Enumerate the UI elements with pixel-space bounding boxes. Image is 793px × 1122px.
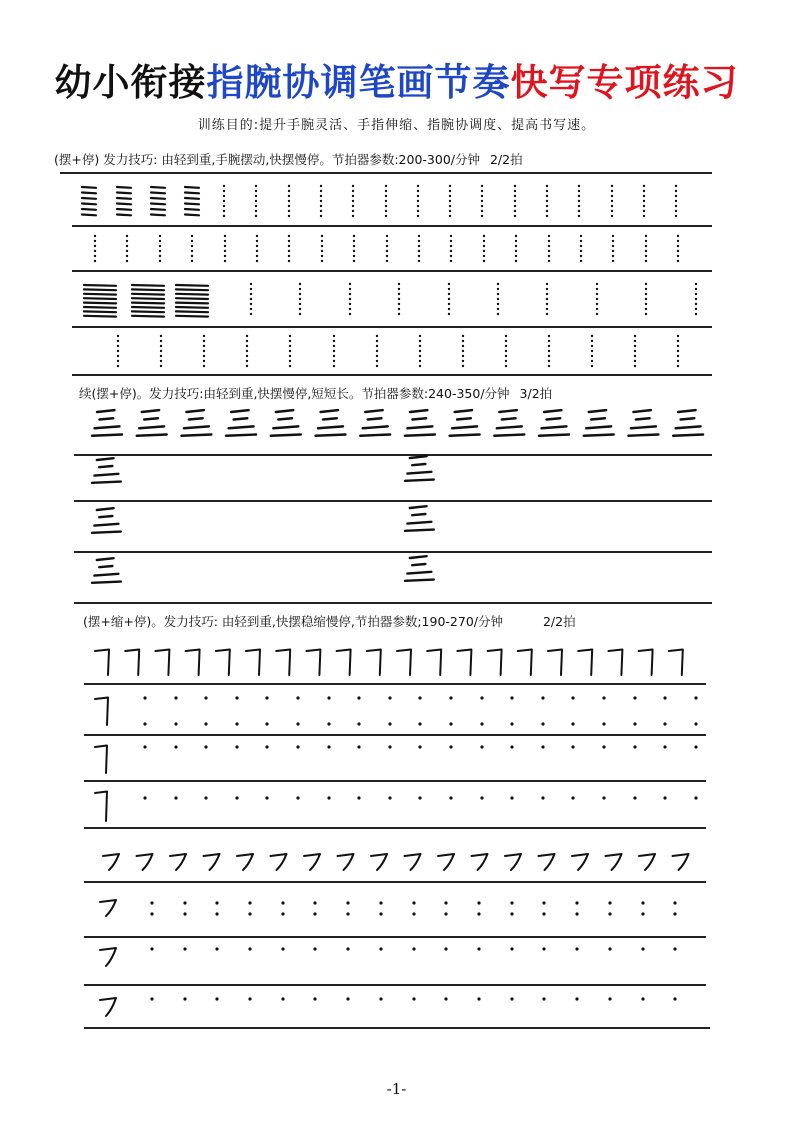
hook2-model-char [572, 854, 588, 870]
san-model-char [405, 410, 435, 436]
dot-row-b [480, 745, 483, 748]
dot-pair-row-d [313, 901, 316, 915]
dot-row-e [477, 947, 480, 950]
hook2-model-char [505, 854, 521, 870]
section-3-rule-3 [84, 780, 706, 782]
dot-row-e [510, 947, 513, 950]
page-number: -1- [386, 1080, 407, 1098]
stroke-stack-row3-2 [132, 285, 164, 317]
section-2-rule-4 [74, 602, 712, 604]
dot-row-b [388, 745, 391, 748]
dot-row-b [357, 745, 360, 748]
dotted-guide-row3 [645, 283, 647, 315]
hook-model-char [186, 650, 200, 676]
dotted-guide-row4 [246, 335, 248, 367]
hook-model-char [548, 650, 562, 676]
dotted-guide-row1 [255, 185, 257, 217]
stroke-stack-row3-3 [176, 285, 208, 317]
dotted-guide-row2 [450, 235, 452, 262]
dot-row-b [449, 745, 452, 748]
dot-pair-row-d [183, 901, 186, 915]
san-practice-char [92, 508, 121, 533]
dot-row-f [346, 997, 349, 1000]
dot-row-b [510, 745, 513, 748]
hook2-practice-char [100, 900, 116, 916]
dot-row-f [608, 997, 611, 1000]
dot-row-b [327, 745, 330, 748]
dot-row-c [357, 796, 360, 799]
dotted-guide-row3 [349, 283, 351, 315]
dotted-guide-row4 [333, 335, 335, 367]
dot-pair-row-a [541, 696, 544, 725]
dot-row-b [541, 745, 544, 748]
hook-model-char [639, 650, 653, 676]
dot-row-b [633, 745, 636, 748]
dotted-guide-row2 [580, 235, 582, 262]
dotted-guide-row2 [645, 235, 647, 262]
san-practice-char [405, 456, 434, 481]
dotted-guide-row4 [117, 335, 119, 367]
san-model-char [271, 410, 301, 436]
dotted-guide-row1 [223, 185, 225, 217]
section-2-label [79, 385, 552, 403]
dotted-guide-row1 [417, 185, 419, 217]
hook2-model-char [539, 854, 555, 870]
dot-row-c [143, 796, 146, 799]
hook2-model-char [204, 854, 220, 870]
section-3-rule-4 [84, 827, 706, 829]
training-goal: 训练目的:提升手腕灵活、手指伸缩、指腕协调度、提高书写速。 [197, 118, 596, 133]
dotted-guide-row1 [675, 185, 677, 217]
hook-model-char [669, 650, 683, 676]
dot-row-f [248, 997, 251, 1000]
dot-row-f [510, 997, 513, 1000]
dot-row-f [575, 997, 578, 1000]
dotted-guide-row3 [398, 283, 400, 315]
section-2-rule-1 [74, 454, 712, 456]
dot-pair-row-a [327, 696, 330, 725]
san-model-char [628, 410, 658, 436]
dot-pair-row-a [357, 696, 360, 725]
dot-pair-row-a [265, 696, 268, 725]
title-part-2: 指腕协调笔画节奏 [206, 60, 511, 104]
san-model-char [316, 410, 346, 436]
dot-row-f [379, 997, 382, 1000]
hook2-practice-char [100, 948, 116, 966]
dot-row-b [235, 745, 238, 748]
hook-model-char [427, 650, 441, 676]
dotted-guide-row1 [320, 185, 322, 217]
dot-pair-row-a [388, 696, 391, 725]
stroke-stack-row1-3 [151, 187, 165, 215]
hook2-model-char [639, 854, 655, 870]
dotted-guide-row2 [126, 235, 128, 262]
dotted-guide-row2 [256, 235, 258, 262]
dot-row-e [215, 947, 218, 950]
section-2-rule-3 [74, 551, 712, 553]
hook-model-char [488, 650, 502, 676]
dot-row-e [183, 947, 186, 950]
hook-practice-char [95, 746, 107, 774]
dot-pair-row-d [641, 901, 644, 915]
dot-pair-row-a [602, 696, 605, 725]
title-part-1: 幼小衔接 [54, 60, 207, 104]
dotted-guide-row2 [612, 235, 614, 262]
section-1-rule-3 [72, 326, 712, 328]
dot-pair-row-a [633, 696, 636, 725]
dot-row-f [477, 997, 480, 1000]
dot-row-b [571, 745, 574, 748]
dot-pair-row-d [150, 901, 153, 915]
dot-row-b [418, 745, 421, 748]
dot-row-c [327, 796, 330, 799]
hook-practice-char [95, 792, 107, 822]
hook2-model-char [606, 854, 622, 870]
section-2-rule-2 [74, 500, 712, 502]
dot-pair-row-d [248, 901, 251, 915]
dot-pair-row-d [542, 901, 545, 915]
dot-row-e [542, 947, 545, 950]
dotted-guide-row1 [288, 185, 290, 217]
dotted-guide-row3 [497, 283, 499, 315]
dot-row-b [602, 745, 605, 748]
dotted-guide-row2 [386, 235, 388, 262]
dot-row-c [633, 796, 636, 799]
hook-model-char [457, 650, 471, 676]
san-model-char [360, 410, 390, 436]
hook-model-char [337, 650, 351, 676]
hook-model-char [155, 650, 169, 676]
hook-model-char [306, 650, 320, 676]
hook2-model-char [472, 854, 488, 870]
dot-pair-row-a [663, 696, 666, 725]
hook-model-char [518, 650, 532, 676]
san-model-char [673, 410, 703, 436]
dotted-guide-row4 [376, 335, 378, 367]
dot-row-f [183, 997, 186, 1000]
hook2-practice-char [100, 998, 116, 1016]
dot-row-f [215, 997, 218, 1000]
dot-pair-row-a [418, 696, 421, 725]
dotted-guide-row2 [191, 235, 193, 262]
hook-model-char [95, 650, 109, 676]
dotted-guide-row3 [695, 283, 697, 315]
dot-row-c [204, 796, 207, 799]
title-part-3: 快写专项练习 [510, 60, 739, 104]
dotted-guide-row4 [419, 335, 421, 367]
stroke-stack-row1-1 [82, 187, 96, 215]
san-model-char [181, 410, 211, 436]
dot-pair-row-d [281, 901, 284, 915]
section-3-rule-8 [84, 1027, 710, 1029]
section-1-label [54, 151, 523, 169]
hook-model-char [246, 650, 260, 676]
page-title [0, 58, 793, 106]
dotted-guide-row2 [321, 235, 323, 262]
dotted-guide-row4 [160, 335, 162, 367]
stroke-stack-row3-1 [84, 285, 116, 317]
dotted-guide-row2 [94, 235, 96, 262]
dot-pair-row-d [510, 901, 513, 915]
section-1-rule-1 [72, 225, 712, 227]
section-3-beat: 2/2拍 [542, 614, 576, 629]
hook-model-char [125, 650, 139, 676]
section-3-rule-7 [84, 984, 706, 986]
stroke-stack-row1-4 [185, 187, 199, 215]
dot-pair-row-d [412, 901, 415, 915]
dot-pair-row-d [575, 901, 578, 915]
dot-row-f [412, 997, 415, 1000]
hook2-model-char [405, 854, 421, 870]
dot-row-e [444, 947, 447, 950]
dotted-guide-row2 [288, 235, 290, 262]
hook2-model-char [103, 854, 119, 870]
dotted-guide-row3 [448, 283, 450, 315]
dot-row-f [444, 997, 447, 1000]
section-2-technique: 续(摆+停)。发力技巧:由轻到重,快摆慢停,短短长。节拍器参数:240-350/分钟 [79, 386, 510, 401]
dot-row-c [418, 796, 421, 799]
hook2-model-char [304, 854, 320, 870]
hook-model-char [608, 650, 622, 676]
dot-row-e [150, 947, 153, 950]
dotted-guide-row3 [596, 283, 598, 315]
dotted-guide-row2 [353, 235, 355, 262]
dot-row-c [663, 796, 666, 799]
hook-model-char [397, 650, 411, 676]
dot-row-c [480, 796, 483, 799]
section-3-rule-2 [84, 734, 706, 736]
dotted-guide-row2 [418, 235, 420, 262]
san-practice-char [92, 558, 121, 583]
dotted-guide-row2 [515, 235, 517, 262]
dotted-guide-row2 [224, 235, 226, 262]
section-1-technique: (摆+停) 发力技巧: 由轻到重,手腕摆动,快摆慢停。节拍器参数:200-300/分钟 [54, 152, 480, 167]
dot-row-c [449, 796, 452, 799]
dot-pair-row-d [346, 901, 349, 915]
hook2-model-char [137, 854, 153, 870]
san-practice-char [405, 506, 434, 531]
dot-pair-row-a [449, 696, 452, 725]
dot-row-c [174, 796, 177, 799]
section-1-beat: 2/2拍 [489, 152, 523, 167]
section-1-rule-4 [72, 374, 712, 376]
san-model-char [584, 410, 614, 436]
dot-row-b [663, 745, 666, 748]
dot-row-b [265, 745, 268, 748]
dot-row-f [641, 997, 644, 1000]
dotted-guide-row1 [611, 185, 613, 217]
san-model-char [137, 410, 167, 436]
dot-pair-row-a [510, 696, 513, 725]
dot-row-e [379, 947, 382, 950]
dotted-guide-row2 [159, 235, 161, 262]
section-3-technique: (摆+缩+停)。发力技巧: 由轻到重,快摆稳缩慢停,节拍器参数;190-270/分钟 [83, 614, 503, 629]
dot-row-e [248, 947, 251, 950]
hook2-model-char [271, 854, 287, 870]
dot-row-c [235, 796, 238, 799]
hook2-model-char [673, 854, 689, 870]
dot-row-f [150, 997, 153, 1000]
dotted-guide-row1 [643, 185, 645, 217]
dot-row-f [673, 997, 676, 1000]
hook2-model-char [237, 854, 253, 870]
dotted-guide-row4 [677, 335, 679, 367]
dot-row-c [510, 796, 513, 799]
dotted-guide-row4 [462, 335, 464, 367]
dot-row-b [296, 745, 299, 748]
dot-row-e [346, 947, 349, 950]
dot-row-e [313, 947, 316, 950]
dotted-guide-row4 [505, 335, 507, 367]
san-model-char [494, 410, 524, 436]
dot-row-c [541, 796, 544, 799]
dot-row-f [313, 997, 316, 1000]
dot-row-f [542, 997, 545, 1000]
dot-row-e [575, 947, 578, 950]
dotted-guide-row1 [578, 185, 580, 217]
section-3-label [83, 613, 576, 631]
dotted-guide-row1 [449, 185, 451, 217]
section-2-beat: 3/2拍 [519, 386, 553, 401]
dotted-guide-row1 [514, 185, 516, 217]
dot-pair-row-a [174, 696, 177, 725]
stroke-stack-row1-2 [117, 187, 131, 215]
dotted-guide-row2 [483, 235, 485, 262]
dotted-guide-row3 [546, 283, 548, 315]
san-model-char [450, 410, 480, 436]
hook2-model-char [338, 854, 354, 870]
dot-row-c [265, 796, 268, 799]
dot-row-f [281, 997, 284, 1000]
section-3-rule-5 [84, 881, 706, 883]
dot-row-b [143, 745, 146, 748]
dotted-guide-row4 [634, 335, 636, 367]
dot-row-e [281, 947, 284, 950]
dotted-guide-row4 [548, 335, 550, 367]
dot-row-e [412, 947, 415, 950]
dot-row-c [296, 796, 299, 799]
dot-pair-row-d [608, 901, 611, 915]
dot-row-b [174, 745, 177, 748]
section-3-rule-1 [84, 683, 706, 685]
dotted-guide-row1 [352, 185, 354, 217]
dot-row-b [204, 745, 207, 748]
dot-pair-row-d [444, 901, 447, 915]
dot-pair-row-a [204, 696, 207, 725]
dotted-guide-row4 [591, 335, 593, 367]
dotted-guide-row1 [481, 185, 483, 217]
dotted-guide-row4 [289, 335, 291, 367]
dot-row-e [641, 947, 644, 950]
dot-pair-row-d [477, 901, 480, 915]
dot-row-c [388, 796, 391, 799]
san-model-char [539, 410, 569, 436]
dot-pair-row-d [215, 901, 218, 915]
hook-model-char [367, 650, 381, 676]
dot-pair-row-d [379, 901, 382, 915]
dot-row-e [673, 947, 676, 950]
dot-row-c [571, 796, 574, 799]
dot-pair-row-d [673, 901, 676, 915]
section-3-rule-6 [84, 936, 706, 938]
dotted-guide-row3 [250, 283, 252, 315]
dot-pair-row-a [480, 696, 483, 725]
hook-practice-char [95, 698, 108, 726]
hook-model-char [276, 650, 290, 676]
dot-pair-row-a [143, 696, 146, 725]
dotted-guide-row1 [546, 185, 548, 217]
dotted-guide-row2 [548, 235, 550, 262]
san-practice-char [405, 556, 434, 581]
dotted-guide-row2 [677, 235, 679, 262]
dot-row-c [694, 796, 697, 799]
section-1-rule-2 [72, 270, 712, 272]
dot-pair-row-a [235, 696, 238, 725]
dot-row-b [694, 745, 697, 748]
san-practice-char [92, 458, 121, 483]
hook-model-char [578, 650, 592, 676]
dot-pair-row-a [571, 696, 574, 725]
dot-pair-row-a [296, 696, 299, 725]
dot-row-e [608, 947, 611, 950]
dotted-guide-row1 [385, 185, 387, 217]
hook2-model-char [170, 854, 186, 870]
dotted-guide-row3 [299, 283, 301, 315]
dot-pair-row-a [694, 696, 697, 725]
dot-row-c [602, 796, 605, 799]
hook-model-char [216, 650, 230, 676]
dotted-guide-row4 [203, 335, 205, 367]
hook2-model-char [438, 854, 454, 870]
section-1-top-line [60, 172, 712, 174]
san-model-char [92, 410, 122, 436]
hook2-model-char [371, 854, 387, 870]
san-model-char [226, 410, 256, 436]
